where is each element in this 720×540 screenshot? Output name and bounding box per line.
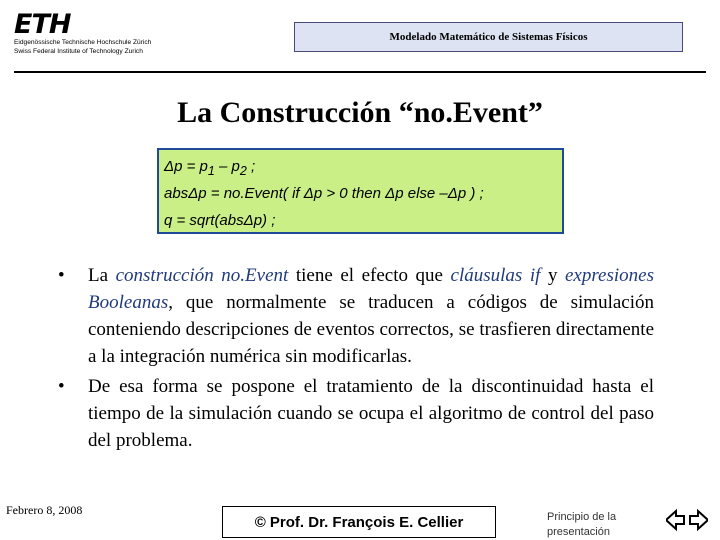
code-text: p = p — [174, 158, 208, 175]
start-of-presentation-link[interactable] — [547, 510, 616, 540]
bullet-emphasis: cláusulas if — [450, 265, 541, 286]
logo-line-2: Swiss Federal Institute of Technology Zurich — [14, 48, 143, 55]
code-text: p > 0 then — [313, 185, 386, 202]
header-rule — [14, 71, 706, 73]
bullet-text: tiene el efecto que — [288, 265, 451, 286]
bullet-dot: • — [58, 376, 65, 397]
delta-symbol: Δ — [243, 212, 254, 229]
bullet-text: De esa forma se pospone el tratamiento de la discontinuidad hasta el tiempo de la simulación cuando se ocupa el algoritmo de control del paso del problema. — [88, 376, 654, 451]
code-sub: 2 — [239, 164, 247, 178]
bullet-item-1 — [58, 262, 654, 370]
eth-logo — [14, 9, 214, 56]
course-title: Modelado Matemático de Sistemas Físicos — [389, 31, 588, 43]
footer-author-box — [222, 506, 496, 538]
bullet-list — [58, 262, 654, 457]
code-text: – p — [214, 158, 240, 175]
code-text: ; — [246, 158, 256, 175]
logo-line-1: Eidgenössische Technische Hochschule Zürich — [14, 39, 152, 46]
footer-date: Febrero 8, 2008 — [6, 503, 83, 517]
code-text: p = no.Event( if — [198, 185, 304, 202]
link-line-1: Principio de la — [547, 511, 617, 523]
code-sub: 1 — [207, 164, 215, 178]
code-line-2 — [164, 180, 562, 207]
code-text: abs — [164, 185, 189, 202]
code-text: p ) ; — [457, 185, 484, 202]
code-line-3 — [164, 207, 562, 234]
course-title-box — [294, 22, 683, 52]
delta-symbol: Δ — [447, 185, 458, 202]
code-text: q = sqrt(abs — [164, 212, 244, 229]
bullet-emphasis: expresiones Booleanas — [88, 265, 654, 313]
code-line-1 — [164, 153, 562, 180]
code-box — [157, 148, 564, 234]
bullet-dot: • — [58, 265, 65, 286]
code-text: p) ; — [253, 212, 276, 229]
logo-mark: ETH — [14, 9, 71, 40]
code-text: p else – — [395, 185, 448, 202]
bullet-text: , que normalmente se traducen a códigos de simulación conteniendo descripciones de eventos correctos, se trasfieren directamente a la integración numérica sin modificarlas. — [88, 292, 654, 367]
delta-symbol: Δ — [303, 185, 314, 202]
delta-symbol: Δ — [188, 185, 199, 202]
footer-author: © Prof. Dr. François E. Cellier — [254, 513, 464, 531]
bullet-item-2 — [58, 373, 654, 454]
delta-symbol: Δ — [164, 158, 175, 175]
delta-symbol: Δ — [385, 185, 396, 202]
bullet-text: y — [540, 265, 565, 286]
bullet-emphasis: construcción no.Event — [115, 265, 289, 286]
slide-title: La Construcción “no.Event” — [177, 96, 543, 129]
link-line-2: presentación — [547, 526, 610, 538]
bullet-text: La — [88, 265, 116, 286]
double-arrow-icon[interactable] — [666, 508, 708, 532]
